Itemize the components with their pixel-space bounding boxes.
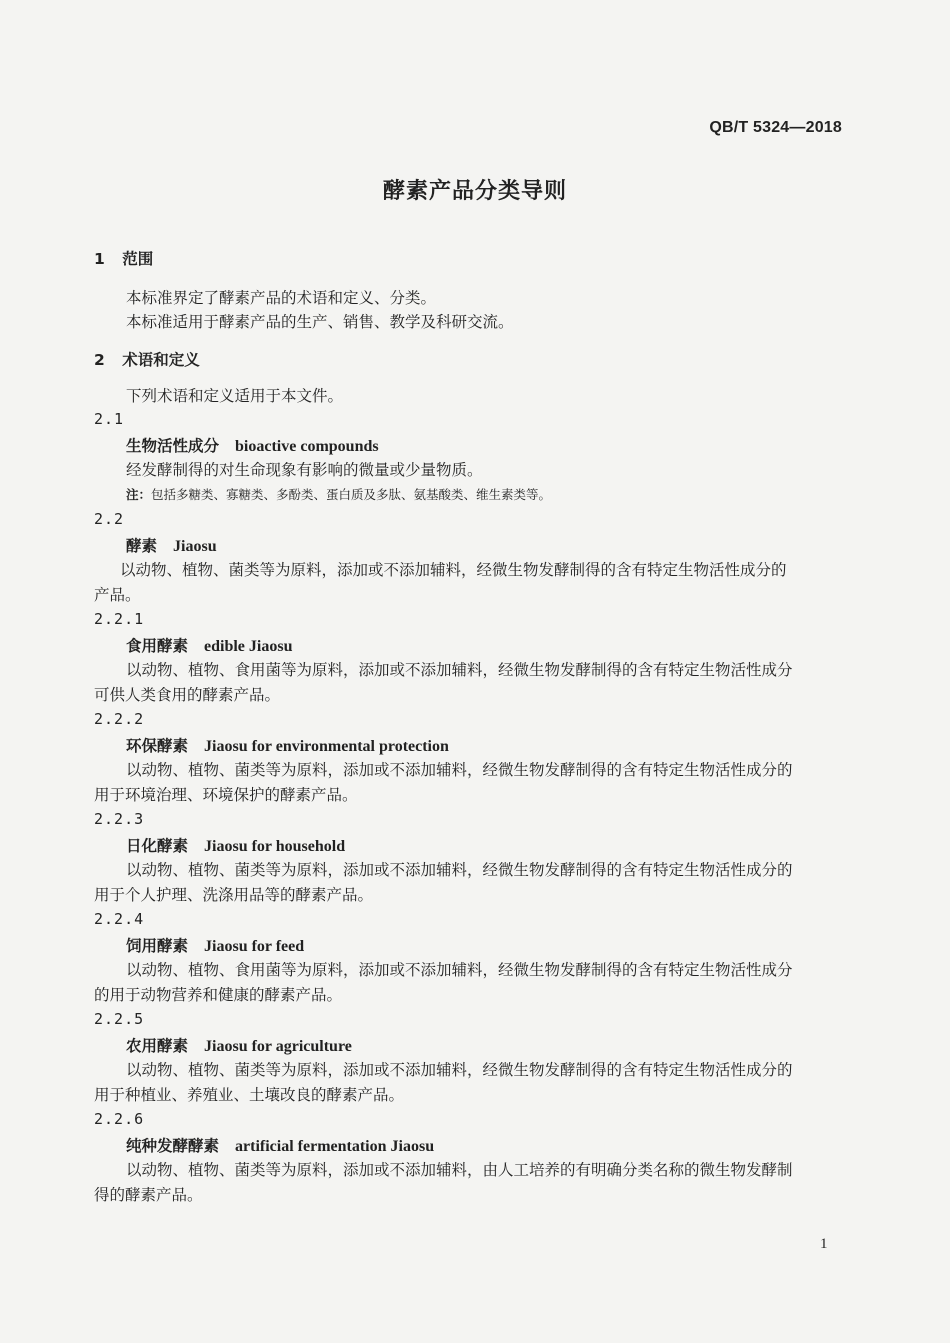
term — [126, 434, 379, 456]
term-en: Jiaosu for environmental protection — [204, 738, 449, 755]
term-en: Jiaosu for feed — [204, 938, 305, 955]
term-en: bioactive compounds — [235, 438, 379, 455]
term — [126, 1134, 434, 1156]
paragraph: 下列术语和定义适用于本文件。 — [126, 387, 344, 405]
paragraph: 本标准界定了酵素产品的术语和定义、分类。 — [126, 289, 437, 307]
term — [126, 934, 304, 956]
section-number: 2 — [94, 351, 105, 369]
section-title: 术语和定义 — [122, 351, 200, 369]
term-zh: 酵素 — [126, 537, 158, 555]
note-text: 包括多糖类、寡糖类、多酚类、蛋白质及多肽、氨基酸类、维生素类等。 — [151, 487, 552, 502]
document-title: 酵素产品分类导则 — [382, 179, 567, 204]
clause-number: 2.2.5 — [94, 1010, 145, 1028]
section-heading — [94, 247, 153, 269]
definition-line: 以动物、植物、菌类等为原料，添加或不添加辅料，由人工培养的有明确分类名称的微生物发酵制 — [126, 1161, 793, 1179]
term — [126, 534, 217, 556]
definition-line: 以动物、植物、菌类等为原料，添加或不添加辅料，经微生物发酵制得的含有特定生物活性成分的 — [126, 761, 793, 779]
note — [126, 485, 551, 503]
clause-number: 2.2.4 — [94, 910, 145, 928]
term-en: edible Jiaosu — [204, 638, 293, 655]
term-en: Jiaosu for agriculture — [204, 1038, 352, 1055]
clause-number: 2.2.6 — [94, 1110, 145, 1128]
page-number: 1 — [820, 1236, 828, 1252]
term-zh: 食用酵素 — [126, 637, 189, 655]
definition-line: 的用于动物营养和健康的酵素产品。 — [94, 986, 343, 1004]
clause-number: 2.2.1 — [94, 610, 145, 628]
definition-line: 以动物、植物、食用菌等为原料，添加或不添加辅料，经微生物发酵制得的含有特定生物活性成分 — [126, 961, 793, 979]
term — [126, 734, 449, 756]
definition-line: 以动物、植物、菌类等为原料，添加或不添加辅料，经微生物发酵制得的含有特定生物活性成分的 — [126, 861, 793, 879]
term-en: Jiaosu — [173, 538, 217, 555]
standard-number: QB/T 5324—2018 — [709, 119, 842, 136]
paragraph: 本标准适用于酵素产品的生产、销售、教学及科研交流。 — [126, 313, 514, 331]
definition-line: 用于环境治理、环境保护的酵素产品。 — [94, 786, 358, 804]
definition-line: 可供人类食用的酵素产品。 — [94, 686, 281, 704]
clause-number: 2.2.2 — [94, 710, 145, 728]
term-en: Jiaosu for household — [204, 838, 346, 855]
term-zh: 饲用酵素 — [126, 937, 189, 955]
section-title: 范围 — [122, 250, 154, 268]
section-heading — [94, 348, 200, 370]
clause-number: 2.1 — [94, 410, 125, 428]
definition-line: 用于种植业、养殖业、土壤改良的酵素产品。 — [94, 1086, 405, 1104]
definition-line: 以动物、植物、食用菌等为原料，添加或不添加辅料，经微生物发酵制得的含有特定生物活性成分 — [126, 661, 793, 679]
definition: 经发酵制得的对生命现象有影响的微量或少量物质。 — [126, 461, 483, 479]
term-zh: 生物活性成分 — [126, 437, 220, 455]
term-zh: 纯种发酵酵素 — [126, 1137, 220, 1155]
section-number: 1 — [94, 250, 105, 268]
term-zh: 环保酵素 — [126, 737, 189, 755]
note-label: 注： — [126, 487, 152, 502]
term — [126, 634, 292, 656]
clause-number: 2.2 — [94, 510, 125, 528]
definition-line: 得的酵素产品。 — [94, 1186, 203, 1204]
definition-line: 用于个人护理、洗涤用品等的酵素产品。 — [94, 886, 374, 904]
definition-line: 以动物、植物、菌类等为原料，添加或不添加辅料，经微生物发酵制得的含有特定生物活性成分的 — [120, 561, 787, 579]
term — [126, 1034, 352, 1056]
term-en: artificial fermentation Jiaosu — [235, 1138, 435, 1155]
term — [126, 834, 345, 856]
clause-number: 2.2.3 — [94, 810, 145, 828]
definition-line: 以动物、植物、菌类等为原料，添加或不添加辅料，经微生物发酵制得的含有特定生物活性成分的 — [126, 1061, 793, 1079]
term-zh: 农用酵素 — [126, 1037, 189, 1055]
term-zh: 日化酵素 — [126, 837, 189, 855]
definition-line: 产品。 — [94, 586, 141, 604]
